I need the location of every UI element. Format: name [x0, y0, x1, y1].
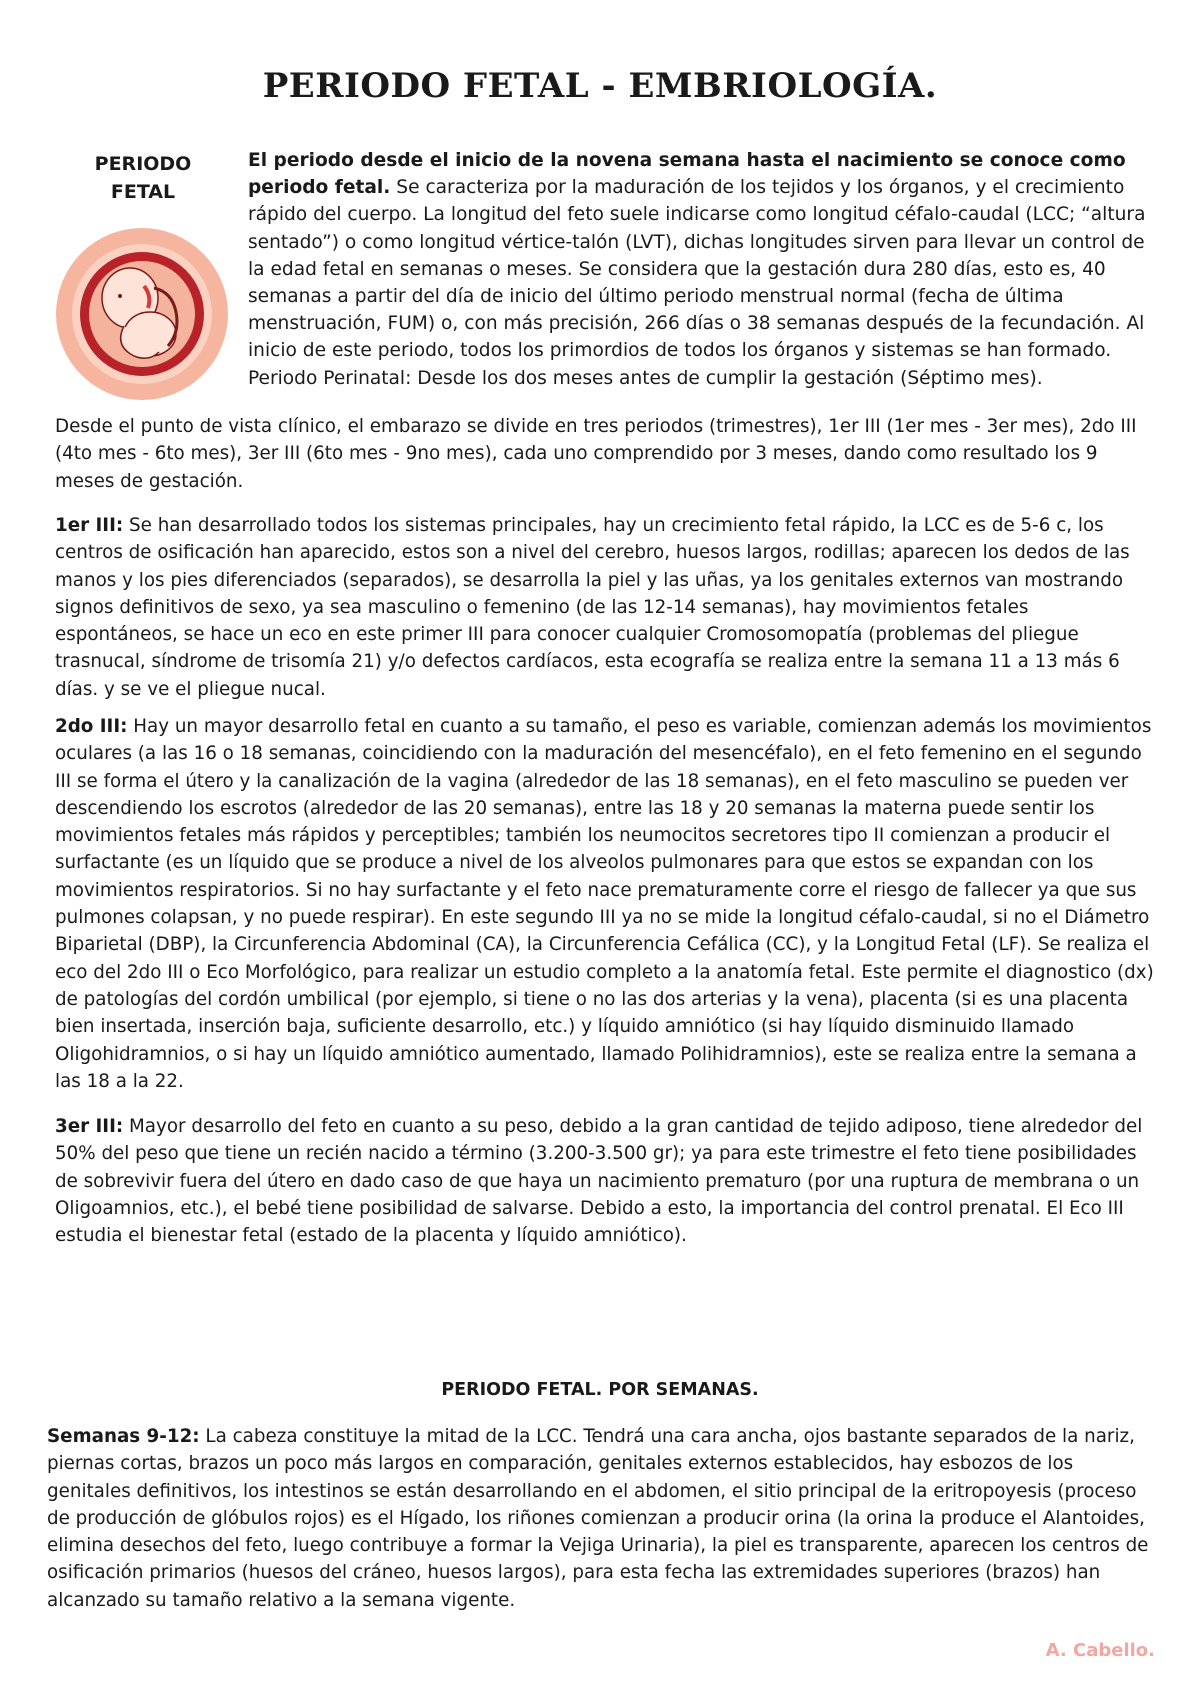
trimester-3-text: Mayor desarrollo del feto en cuanto a su peso, debido a la gran cantidad de tejido adiposo, tiene alrededor del 50% del peso que tiene un recién nacido a término (3.200-3.500 gr); ya para este trimestre el feto tiene posibilidades de sobrevivir fuera del útero en dado caso de que haya un nacimiento prematuro (por una ruptura de membrana o un Oligoamnios, etc.), el bebé tiene posibilidad de salvarse. Debido a esto, la importancia del control prenatal. El Eco III estudia el bienestar fetal (estado de la placenta y líquido amniótico).: [55, 1116, 1143, 1247]
trimester-2-paragraph: [55, 713, 1155, 1095]
fetus-eye: [118, 294, 122, 298]
weeks-9-12-text: La cabeza constituye la mitad de la LCC. Tendrá una cara ancha, ojos bastante separados de la nariz, piernas cortas, brazos un poco más largos en comparación, genitales externos establecidos, hay esbozos de los genitales definitivos, los intestinos se están desarrollando en el abdomen, el sitio principal de la eritropoyesis (proceso de producción de glóbulos rojos) es el Hígado, los riñones comienzan a producir orina (la orina la produce el Alantoides, elimina desechos del feto, luego contribuye a formar la Vejiga Urinaria), la piel es transparente, aparecen los centros de osificación primarios (huesos del cráneo, huesos largos), para esta fecha las extremidades superiores (brazos) han alcanzado su tamaño relativo a la semana vigente.: [47, 1426, 1149, 1611]
trimester-3-paragraph: [55, 1113, 1155, 1249]
trimester-1-paragraph: [55, 512, 1155, 703]
page-title: PERIODO FETAL - EMBRIOLOGÍA.: [262, 66, 938, 106]
trimester-3-label: 3er III:: [55, 1116, 124, 1137]
intro-bold: El periodo desde el inicio de la novena semana hasta el nacimiento se conoce como periodo fetal.: [248, 150, 1126, 199]
trimester-1-label: 1er III:: [55, 515, 124, 536]
side-label: PERIODO FETAL: [94, 153, 192, 203]
weeks-9-12-label: Semanas 9-12:: [47, 1426, 200, 1447]
weeks-9-12-paragraph: [47, 1423, 1157, 1614]
weeks-heading: PERIODO FETAL. POR SEMANAS.: [441, 1380, 759, 1400]
intro-paragraph: [248, 147, 1148, 392]
author-signature: A. Cabello.: [1045, 1640, 1155, 1661]
trimester-2-text: Hay un mayor desarrollo fetal en cuanto a su tamaño, el peso es variable, comienzan además los movimientos oculares (a las 16 o 18 semanas, coincidiendo con la maduración del mesencéfalo), en el feto femenino en el segundo III se forma el útero y la canalización de la vagina (alrededor de las 18 semanas), en el feto masculino se pueden ver descendiendo los escrotos (alrededor de las 20 semanas), entre las 18 y 20 semanas la materna puede sentir los movimientos fetales más rápidos y perceptibles; también los neumocitos secretores tipo II comienzan a producir el surfactante (es un líquido que se produce a nivel de los alveolos pulmonares para que estos se expandan con los movimientos respiratorios. Si no hay surfactante y el feto nace prematuramente corre el riesgo de fallecer ya que sus pulmones colapsan, y no puede respirar). En este segundo III ya no se mide la longitud céfalo-caudal, si no el Diámetro Biparietal (DBP), la Circunferencia Abdominal (CA), la Circunferencia Cefálica (CC), y la Longitud Fetal (LF). Se realiza el eco del 2do III o Eco Morfológico, para realizar un estudio completo a la anatomía fetal. Este permite el diagnostico (dx) de patologías del cordón umbilical (por ejemplo, si tiene o no las dos arterias y la vena), placenta (si es una placenta bien insertada, inserción baja, suficiente desarrollo, etc.) y líquido amniótico (si hay líquido disminuido llamado Oligohidramnios, o si hay un líquido amniótico aumentado, llamado Polihidramnios), este se realiza entre la semana a las 18 a la 22.: [55, 716, 1154, 1092]
intro-text: Se caracteriza por la maduración de los tejidos y los órganos, y el crecimiento rápido del cuerpo. La longitud del feto suele indicarse como longitud céfalo-caudal (LCC; “altura sentado”) o como longitud vértice-talón (LVT), dichas longitudes sirven para llevar un control de la edad fetal en semanas o meses. Se considera que la gestación dura 280 días, esto es, 40 semanas a partir del día de inicio del último periodo menstrual normal (fecha de última menstruación, FUM) o, con más precisión, 266 días o 38 semanas después de la fecundación. Al inicio de este periodo, todos los primordios de todos los órganos y sistemas se han formado. Periodo Perinatal: Desde los dos meses antes de cumplir la gestación (Séptimo mes).: [248, 177, 1146, 389]
clinical-paragraph: Desde el punto de vista clínico, el embarazo se divide en tres periodos (trimestres), 1er III (1er mes - 3er mes), 2do III (4to mes - 6to mes), 3er III (6to mes - 9no mes), cada uno comprendido por 3 meses, dando como resultado los 9 meses de gestación.: [55, 416, 1137, 492]
trimester-1-text: Se han desarrollado todos los sistemas principales, hay un crecimiento fetal rápido, la LCC es de 5-6 c, los centros de osificación han aparecido, estos son a nivel del cerebro, huesos largos, rodillas; aparecen los dedos de las manos y los pies diferenciados (separados), se desarrolla la piel y las uñas, ya los genitales externos van mostrando signos definitivos de sexo, ya sea masculino o femenino (de las 12-14 semanas), hay movimientos fetales espontáneos, se hace un eco en este primer III para conocer cualquier Cromosomopatía (problemas del pliegue trasnucal, síndrome de trisomía 21) y/o defectos cardíacos, esta ecografía se realiza entre la semana 11 a 13 más 6 días. y se ve el pliegue nucal.: [55, 515, 1130, 700]
fetus-icon: [54, 226, 230, 402]
trimester-2-label: 2do III:: [55, 716, 128, 737]
